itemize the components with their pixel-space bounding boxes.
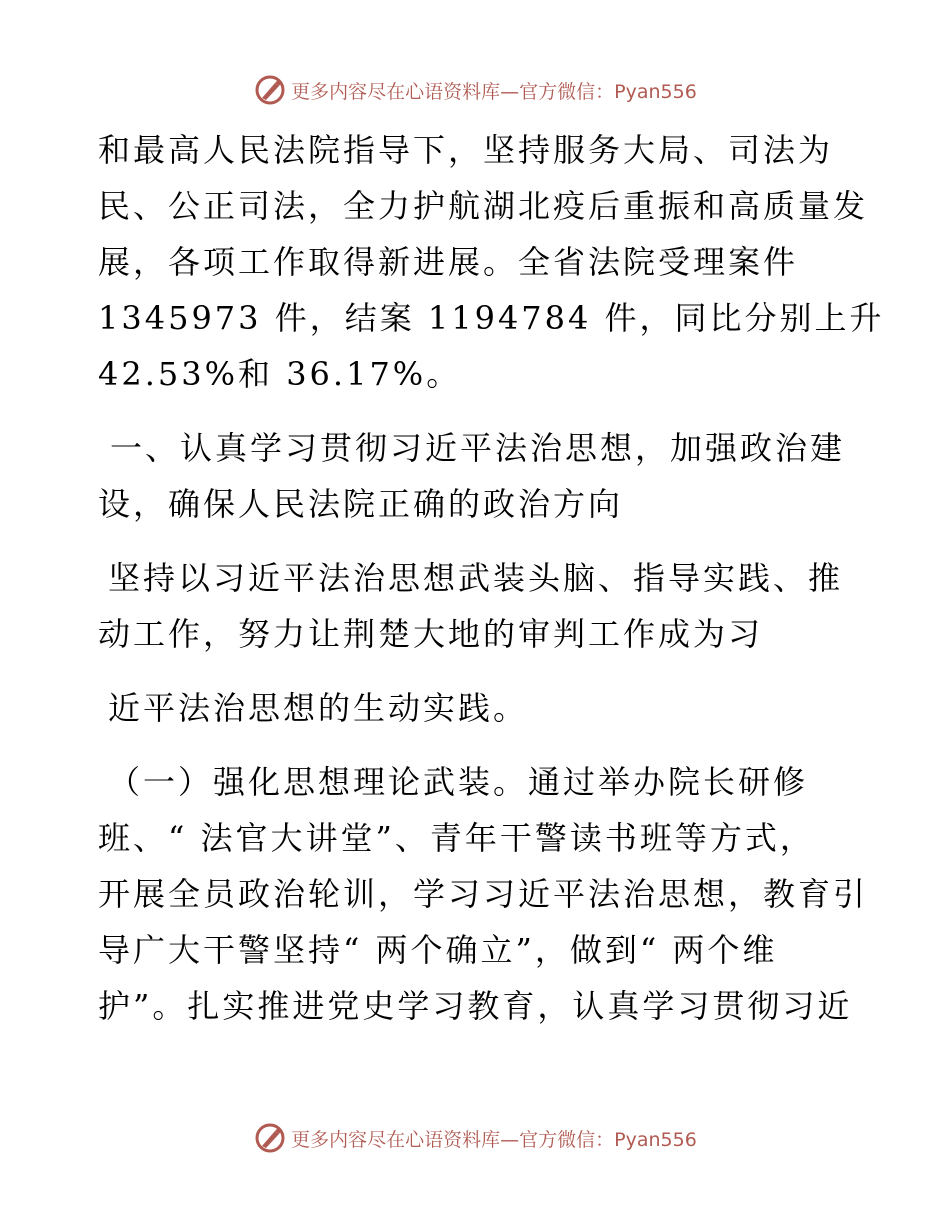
text-line: 坚持以习近平法治思想武装头脑、指导实践、推 — [108, 559, 844, 597]
text-line: （一）强化思想理论武装。通过举办院长研修 — [108, 763, 809, 801]
watermark-banner-bottom — [0, 1118, 950, 1158]
paragraph-practice — [98, 550, 858, 662]
text-line: 民、公正司法，全力护航湖北疫后重振和高质量发 — [98, 187, 869, 225]
pen-in-circle-icon — [253, 73, 287, 107]
pen-in-circle-icon — [253, 1121, 287, 1155]
text-line: 护”。扎实推进党史学习教育，认真学习贯彻习近 — [98, 987, 853, 1025]
section-heading-1 — [98, 420, 858, 532]
document-body — [98, 122, 885, 1034]
watermark-banner-top — [0, 70, 950, 110]
text-line: 近平法治思想的生动实践。 — [108, 689, 529, 727]
text-line: 和最高人民法院指导下，坚持服务大局、司法为 — [98, 131, 834, 169]
text-line: 动工作，努力让荆楚大地的审判工作成为习 — [98, 615, 764, 653]
text-line: 42.53%和 36.17%。 — [98, 355, 462, 393]
watermark-text: 更多内容尽在心语资料库—官方微信：Pyan556 — [291, 80, 697, 103]
text-line: 1345973 件，结案 1194784 件，同比分别上升 — [98, 299, 885, 337]
text-line: 导广大干警坚持“ 两个确立”，做到“ 两个维 — [98, 931, 778, 969]
text-line: 一、认真学习贯彻习近平法治思想，加强政治建 — [110, 429, 846, 467]
paragraph-practice-continued — [98, 680, 858, 736]
text-line: 开展全员政治轮训，学习习近平法治思想，教育引 — [98, 875, 869, 913]
text-line: 设，确保人民法院正确的政治方向 — [98, 485, 624, 523]
watermark-text: 更多内容尽在心语资料库—官方微信：Pyan556 — [291, 1128, 697, 1151]
text-line: 展，各项工作取得新进展。全省法院受理案件 — [98, 243, 799, 281]
subsection-1 — [98, 754, 869, 1034]
text-line: 班、“ 法官大讲堂”、青年干警读书班等方式， — [98, 819, 815, 857]
paragraph-intro — [98, 122, 885, 402]
